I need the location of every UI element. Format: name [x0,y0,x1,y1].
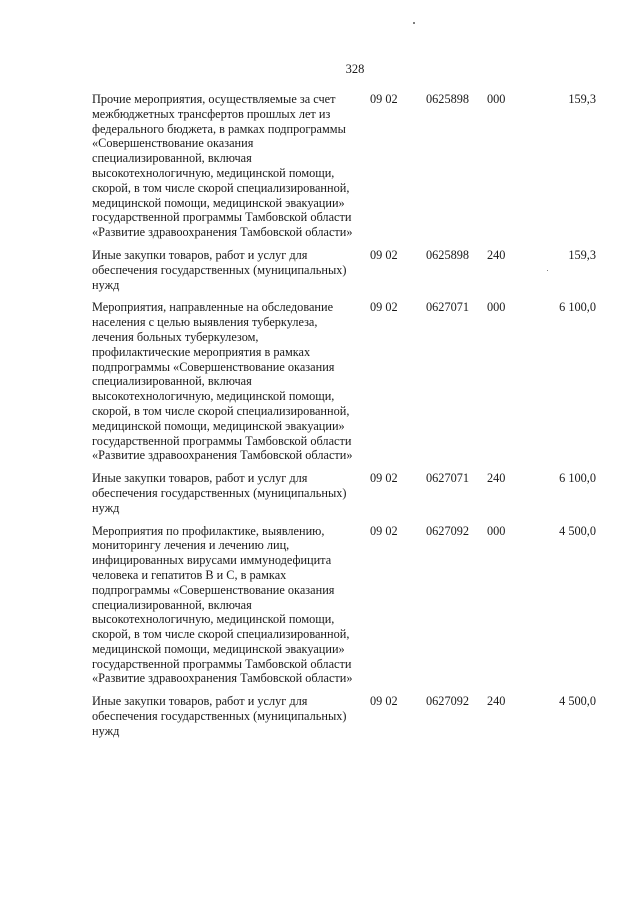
target-article-code: 0625898 [426,92,470,106]
budget-table [92,92,604,747]
target-article-code: 0625898 [426,247,470,262]
target-article-code: 0627092 [426,523,470,538]
expense-type-code: 000 [487,523,506,538]
table-row [92,524,604,687]
table-row [92,92,604,240]
table-row [92,694,604,738]
section-code: 09 02 [370,523,398,538]
expense-type-code: 000 [487,300,506,315]
item-name: Мероприятия, направленные на обследование населения с целью выявления туберкулеза, лечения больных туберкулезом, профилактические мероприятия в рамках подпрограммы «Совершенствование оказания специализированной, включая высокотехнологичную, медицинской помощи, скорой, в том числе скорой специализированной, медицинской помощи, медицинской эвакуации» государственной программы Тамбовской области «Развитие здравоохранения Тамбовской области» [92,300,353,463]
item-name: Иные закупки товаров, работ и услуг для обеспечения государственных (муниципальных) нужд [92,471,347,515]
amount: 159,3 [568,92,596,106]
expense-type-code: 240 [487,471,506,486]
amount: 159,3 [568,247,596,262]
table-row [92,471,604,515]
section-code: 09 02 [370,694,398,709]
item-name: Иные закупки товаров, работ и услуг для обеспечения государственных (муниципальных) нужд [92,247,347,292]
scan-artifact-dot [413,22,415,24]
amount: 6 100,0 [559,471,596,486]
section-code: 09 02 [370,92,398,106]
expense-type-code: 000 [487,92,506,106]
expense-type-code: 240 [487,247,506,262]
item-name: Мероприятия по профилактике, выявлению, мониторингу лечения и лечению лиц, инфицированных вирусами иммунодефицита человека и гепатитов В и С, в рамках подпрограммы «Совершенствование оказания специализированной, включая высокотехнологичную, медицинской помощи, скорой, в том числе скорой специализированной, медицинской помощи, медицинской эвакуации» государственной программы Тамбовской области «Развитие здравоохранения Тамбовской области» [92,523,353,686]
amount: 6 100,0 [559,300,596,315]
page-number: 328 [345,62,365,76]
section-code: 09 02 [370,471,398,486]
expense-type-code: 240 [487,694,506,709]
section-code: 09 02 [370,247,398,262]
target-article-code: 0627071 [426,300,470,315]
amount: 4 500,0 [559,694,596,709]
amount: 4 500,0 [559,523,596,538]
target-article-code: 0627071 [426,471,470,486]
table-row [92,248,604,292]
item-name: Иные закупки товаров, работ и услуг для обеспечения государственных (муниципальных) нужд [92,694,347,738]
target-article-code: 0627092 [426,694,470,709]
table-row [92,300,604,463]
item-name: Прочие мероприятия, осуществляемые за счет межбюджетных трансфертов прошлых лет из федерального бюджета, в рамках подпрограммы «Совершенствование оказания специализированной, включая высокотехнологичную, медицинской помощи, скорой, в том числе скорой специализированной, медицинской помощи, медицинской эвакуации» государственной программы Тамбовской области «Развитие здравоохранения Тамбовской области» [92,92,353,240]
section-code: 09 02 [370,300,398,315]
